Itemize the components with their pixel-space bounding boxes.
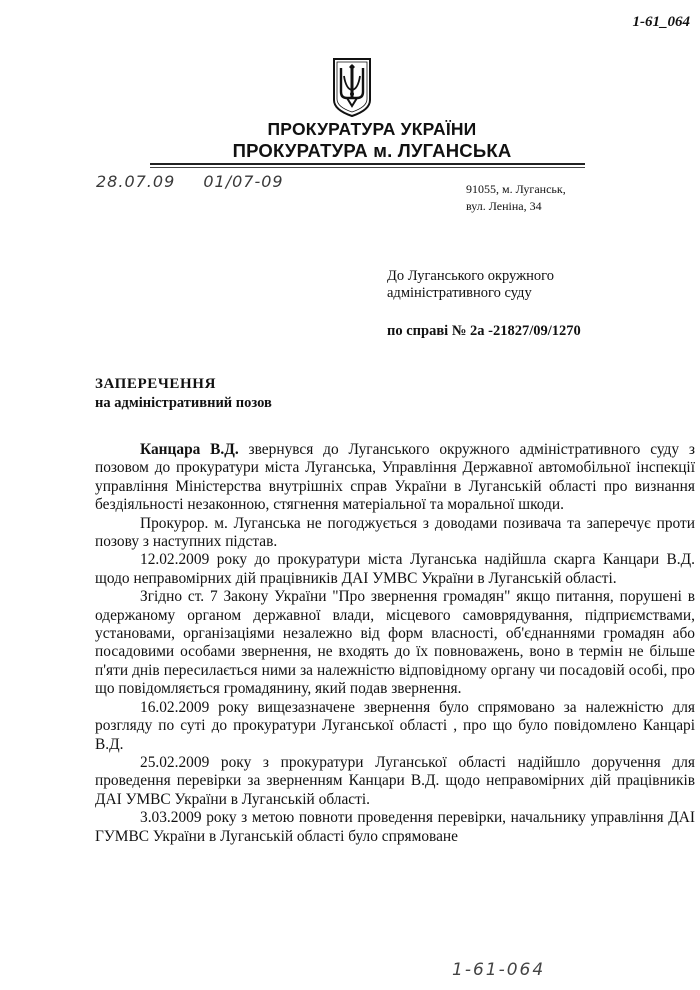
document-subtitle: на адміністративний позов: [95, 395, 272, 411]
paragraph: 16.02.2009 року вищезазначене звернення було спрямовано за належністю для розгляду по суті до прокуратури Луганської області , про що було повідомлено Канцарі В.Д.: [95, 698, 695, 753]
handwritten-date: 28.07.09 01/07-09: [96, 172, 284, 191]
plaintiff-name: Канцара В.Д.: [140, 441, 239, 458]
header-divider-thin: [150, 167, 585, 168]
case-reference: по справі № 2а -21827/09/1270: [387, 323, 581, 339]
handwritten-page-id: 1-61-064: [452, 960, 546, 980]
document-id-label: 1-61_064: [632, 14, 690, 30]
addressee-block: [387, 268, 647, 302]
document-title: ЗАПЕРЕЧЕННЯ: [95, 376, 216, 392]
paragraph: Згідно ст. 7 Закону України "Про звернення громадян" якщо питання, порушені в одержаному органом державної влади, місцевого самоврядування, підприємствами, установами, організаціями незалежно від форм власності, об'єднаннями громадян або посадовими особами звернення, не входять до їх повноважень, воно в термін не більше п'яти днів пересилається ними за належністю відповідному органу чи посадовій особі, про що повідомляється громадянину, який подав звернення.: [95, 588, 695, 698]
address-line-2: вул. Леніна, 34: [466, 199, 542, 213]
paragraph: [95, 441, 695, 515]
paragraph: Прокурор. м. Луганська не погоджується з доводами позивача та заперечує проти позову з наступних підстав.: [95, 514, 695, 551]
header-divider: [150, 163, 585, 165]
org-name-line-1: ПРОКУРАТУРА УКРАЇНИ: [267, 119, 477, 139]
trident-emblem-icon: [331, 56, 373, 118]
org-name-line-2: ПРОКУРАТУРА м. ЛУГАНСЬКА: [232, 140, 512, 161]
address-line-1: 91055, м. Луганськ,: [466, 182, 566, 196]
addressee-line-2: адміністративного суду: [387, 285, 532, 301]
paragraph: 12.02.2009 року до прокуратури міста Луганська надійшла скарга Канцари В.Д. щодо неправомірних дій працівників ДАІ УМВС України в Луганській області.: [95, 551, 695, 587]
paragraph: 3.03.2009 року з метою повноти проведення перевірки, начальнику управління ДАІ ГУМВС України в Луганській області було спрямоване: [95, 809, 695, 845]
paragraph: 25.02.2009 року з прокуратури Луганської області надійшло доручення для проведення перевірки за зверненням Канцари В.Д. щодо неправомірних дій працівників ДАІ УМВС України в Луганській області.: [95, 753, 695, 808]
sender-address: [466, 181, 606, 215]
addressee-line-1: До Луганського окружного: [387, 268, 554, 284]
document-body: [95, 441, 695, 846]
paragraph-text: звернувся до Луганського окружного адміністративного суду з позовом до прокуратури міста Луганська, Управління Державної автомобільної інспекції управління Міністерства внутрішніх справ України в Луганській області про визнання бездіяльності незаконною, стягнення матеріальної та моральної шкоди.: [95, 441, 695, 514]
